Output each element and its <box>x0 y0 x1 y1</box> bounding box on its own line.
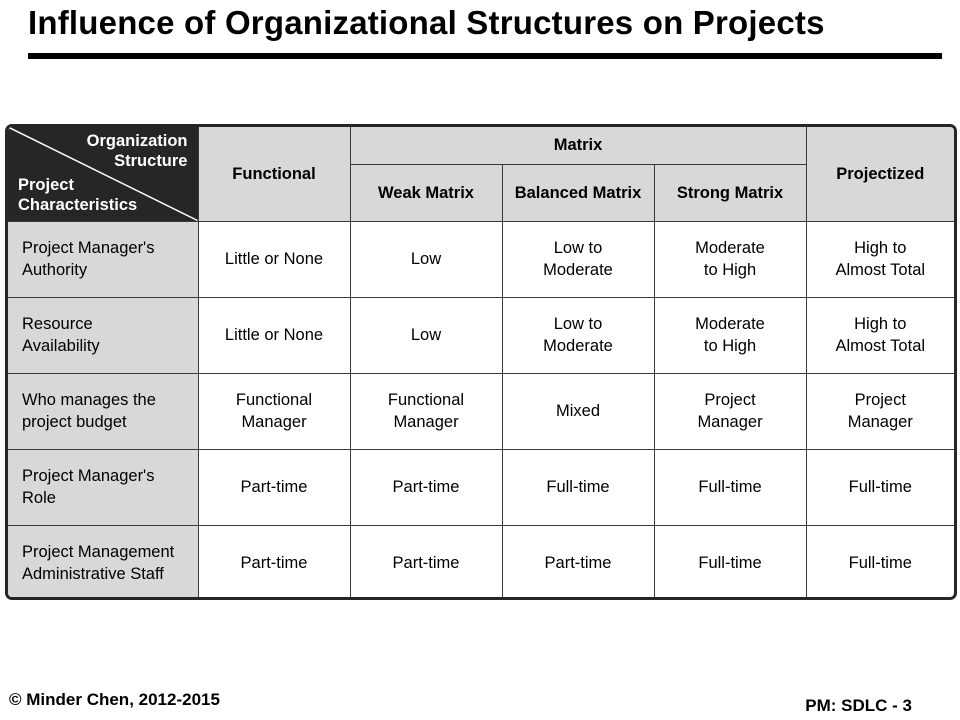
table-cell: Little or None <box>198 297 350 373</box>
header-projectized: Projectized <box>806 127 954 221</box>
table-row <box>8 297 954 373</box>
table-cell: Functional Manager <box>350 373 502 449</box>
table-cell: Full-time <box>806 525 954 600</box>
table-cell: Moderate to High <box>654 221 806 297</box>
corner-project-characteristics: Project Characteristics <box>18 175 138 214</box>
table-corner-header <box>8 127 198 221</box>
slide-title: Influence of Organizational Structures on Projects <box>28 4 825 41</box>
table-cell: Functional Manager <box>198 373 350 449</box>
table-cell: Low <box>350 297 502 373</box>
table-cell: High to Almost Total <box>806 221 954 297</box>
title-underline <box>28 53 942 59</box>
table-cell: Low to Moderate <box>502 297 654 373</box>
table-cell: Full-time <box>654 449 806 525</box>
table-cell: Project Manager <box>654 373 806 449</box>
copyright-footer: © Minder Chen, 2012-2015 <box>9 690 220 709</box>
table-row <box>8 221 954 297</box>
table-cell: Low to Moderate <box>502 221 654 297</box>
table-cell: Full-time <box>654 525 806 600</box>
table-cell: Part-time <box>350 525 502 600</box>
table-cell: Project Manager <box>806 373 954 449</box>
corner-organization-structure: Organization Structure <box>86 132 188 170</box>
header-balanced-matrix: Balanced Matrix <box>502 164 654 221</box>
table-cell: Full-time <box>806 449 954 525</box>
header-strong-matrix: Strong Matrix <box>654 164 806 221</box>
table-cell: Part-time <box>350 449 502 525</box>
table-cell: Full-time <box>502 449 654 525</box>
row-label: Who manages the project budget <box>8 373 198 449</box>
table-cell: Little or None <box>198 221 350 297</box>
header-matrix: Matrix <box>350 127 806 164</box>
header-functional: Functional <box>198 127 350 221</box>
table-cell: High to Almost Total <box>806 297 954 373</box>
header-weak-matrix: Weak Matrix <box>350 164 502 221</box>
row-label: Project Manager's Role <box>8 449 198 525</box>
table-cell: Part-time <box>198 449 350 525</box>
row-label: Resource Availability <box>8 297 198 373</box>
slide-number-footer: PM: SDLC - 3 <box>805 696 912 715</box>
organization-structure-table <box>5 124 957 600</box>
row-label: Project Management Administrative Staff <box>8 525 198 600</box>
row-label: Project Manager's Authority <box>8 221 198 297</box>
table-cell: Part-time <box>198 525 350 600</box>
table-row <box>8 373 954 449</box>
table-cell: Mixed <box>502 373 654 449</box>
table-cell: Low <box>350 221 502 297</box>
table-row <box>8 525 954 600</box>
table-row <box>8 449 954 525</box>
table-cell: Part-time <box>502 525 654 600</box>
table-cell: Moderate to High <box>654 297 806 373</box>
